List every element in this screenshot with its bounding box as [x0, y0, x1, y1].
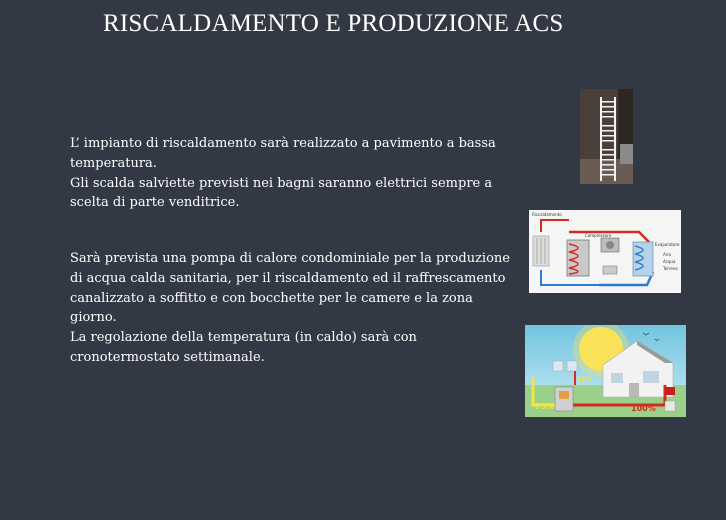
thermostat-text: La regolazione della temperatura (in caldo) sarà con cronotermostato settimanale. — [70, 330, 417, 365]
label-terreno: Terreno — [663, 266, 678, 271]
house-heating-diagram — [525, 325, 686, 417]
label-riscaldamento: Riscaldamento — [532, 212, 562, 217]
label-evaporatore: Evaporatore — [655, 242, 680, 247]
towel-warmer-text: Gli scalda salviette previsti nei bagni saranno elettrici sempre a scelta di parte venditrice. — [70, 175, 493, 211]
paragraph-heat-pump — [70, 249, 520, 368]
heat-pump-text: Sarà prevista una pompa di calore condominiale per la produzione di acqua calda sanitaria, per il riscaldamento ed il raffrescamento canalizzato a soffitto e con bocchette per le camere e la zona giorno. — [70, 251, 510, 326]
paragraph-floor-heating — [70, 134, 520, 213]
label-acqua: Acqua — [663, 259, 676, 264]
label-compressore: Compressore — [585, 233, 612, 238]
house-pct-mid: 25% — [577, 376, 592, 383]
label-aria: Aria — [663, 252, 671, 257]
floor-heating-text: L’ impianto di riscaldamento sarà realizzato a pavimento a bassa temperatura. — [70, 136, 496, 171]
towel-warmer-image — [580, 89, 633, 184]
slide-title: RISCALDAMENTO E PRODUZIONE ACS — [103, 10, 564, 37]
heat-pump-diagram — [529, 210, 681, 293]
house-pct-right: 100% — [631, 404, 656, 413]
house-pct-left: 75% — [535, 402, 555, 411]
